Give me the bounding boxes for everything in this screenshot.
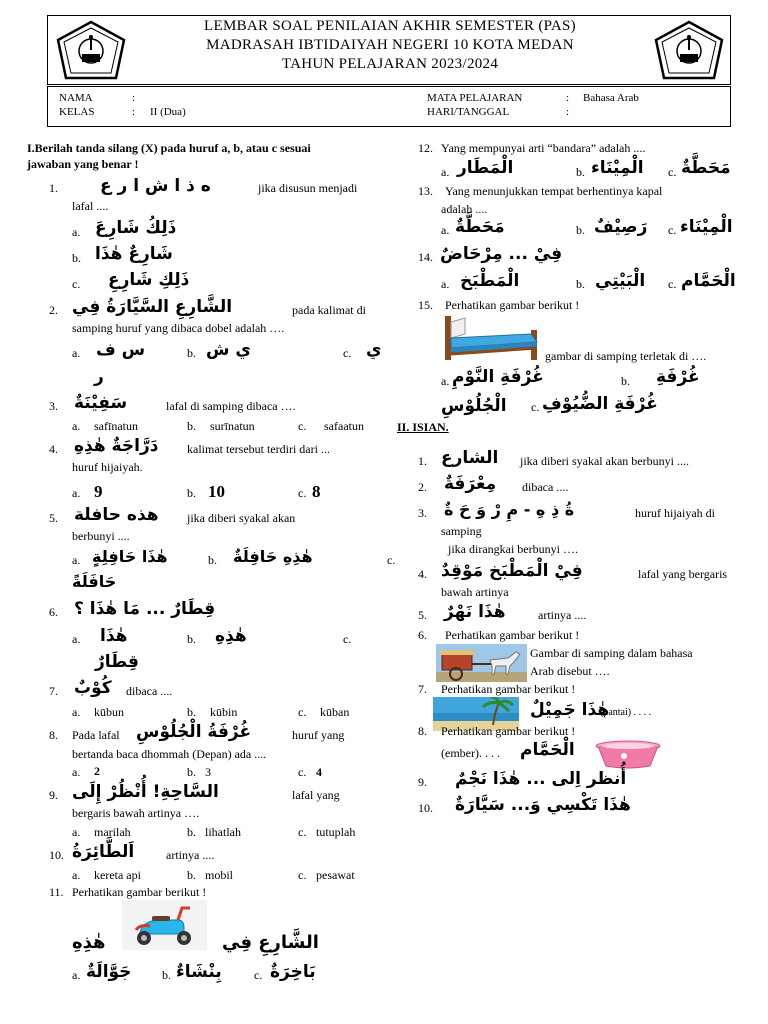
i8-number: 8. <box>418 724 427 738</box>
i4-text: lafal yang bergaris <box>638 567 728 581</box>
i8-text: Perhatikan gambar berikut ! <box>441 724 576 738</box>
i1-number: 1. <box>418 454 427 468</box>
kelas-label: KELAS <box>59 106 95 118</box>
q13-option-a-arabic: مَحَطَّةٌ <box>455 217 505 237</box>
q13-text: Yang menunjukkan tempat berhentinya kapal <box>445 184 663 198</box>
q13-option-c[interactable]: c. <box>668 223 677 237</box>
nama-label: NAMA <box>59 92 93 104</box>
q14-arabic: فِيْ ... مِرْحَاضٌ <box>440 244 563 264</box>
q12-option-c-arabic: مَحَطَّةٌ <box>681 158 731 178</box>
q3-text: lafal di samping dibaca …. <box>166 399 296 413</box>
q8-option-a[interactable]: a. <box>72 765 81 779</box>
q4-option-a-text: 9 <box>94 482 103 501</box>
q13-option-a[interactable]: a. <box>441 223 450 237</box>
q3-option-a[interactable]: a. <box>72 419 81 433</box>
i3-text: huruf hijaiyah di <box>635 506 715 520</box>
q14-number: 14. <box>418 250 433 264</box>
q11-option-b-arabic: بِنْشَاءٌ <box>176 962 222 982</box>
q9-option-c-text: tutuplah <box>316 825 356 839</box>
q9-number: 9. <box>49 788 58 802</box>
instruction-line-2: jawaban yang benar ! <box>27 157 139 171</box>
q8-pre: Pada lafal <box>72 728 120 742</box>
i3-arabic: ةُ ذِ هِ - مِ رْ وَ حَ ةٌ <box>444 500 575 519</box>
i4-text-2: bawah artinya <box>441 585 509 599</box>
q1-option-b[interactable]: b. <box>72 251 81 265</box>
mapel-label: MATA PELAJARAN <box>427 92 523 104</box>
header-title-3: TAHUN PELAJARAN 2023/2024 <box>281 56 499 72</box>
q12-option-a-arabic: الْمَطَار <box>457 158 514 178</box>
q9-option-b[interactable]: b. <box>187 825 196 839</box>
q5-option-c[interactable]: c. <box>387 553 396 567</box>
q7-arabic: كُوْبٌ <box>74 678 112 698</box>
i6-number: 6. <box>418 628 427 642</box>
q2-text: pada kalimat di <box>292 303 366 317</box>
i7-text: Perhatikan gambar berikut ! <box>441 682 576 696</box>
q15-option-a[interactable]: a. <box>441 374 450 388</box>
q3-number: 3. <box>49 399 58 413</box>
q6-option-c[interactable]: c. <box>343 632 352 646</box>
q1-text: jika disusun menjadi <box>258 181 358 195</box>
q1-option-c-arabic: ذَلِكِ شَارِعِ <box>108 270 190 290</box>
q1-option-a[interactable]: a. <box>72 225 81 239</box>
q4-arabic: دَرَّاجَةٌ هٰذِهِ <box>74 436 159 456</box>
q15-option-b-arabic-2: الْجُلُوْسِ <box>441 396 507 416</box>
q4-number: 4. <box>49 442 58 456</box>
q4-option-c-text: 8 <box>312 482 321 501</box>
q11-option-a-arabic: جَوَّالَةٌ <box>86 962 132 982</box>
q1-option-c[interactable]: c. <box>72 277 81 291</box>
i1-text: jika diberi syakal akan berbunyi .... <box>520 454 689 468</box>
q5-option-c-arabic: حَافَلَةً <box>72 572 117 591</box>
q7-number: 7. <box>49 684 58 698</box>
q14-option-c-arabic: الْحَمَّام <box>681 271 736 291</box>
header-title-2: MADRASAH IBTIDAIYAH NEGERI 10 KOTA MEDAN <box>206 37 574 53</box>
q3-option-b[interactable]: b. <box>187 419 196 433</box>
i3-number: 3. <box>418 506 427 520</box>
q4-text-2: huruf hijaiyah. <box>72 460 143 474</box>
q12-option-b-arabic: الْمِيْنَاء <box>591 158 644 178</box>
i9-number: 9. <box>418 775 427 789</box>
hari-label: HARI/TANGGAL <box>427 106 510 118</box>
q2-arabic: الشَّارِعِ السَّيَّارَةُ فِي <box>72 297 233 317</box>
q4-option-b[interactable]: b. <box>187 486 196 500</box>
q6-option-a-arabic: هٰذَا <box>100 626 128 646</box>
q1-number: 1. <box>49 181 58 195</box>
q6-option-b-arabic: هٰذِهِ <box>215 626 247 646</box>
i6-text-2: Gambar di samping dalam bahasa <box>530 646 693 660</box>
q10-text: artinya .... <box>166 848 215 862</box>
q5-arabic: هذه حافلة <box>74 505 159 525</box>
q2-option-a[interactable]: a. <box>72 346 81 360</box>
q8-option-b-text: 3 <box>205 765 211 779</box>
q13-number: 13. <box>418 184 433 198</box>
q9-text: lafal yang <box>292 788 340 802</box>
q8-text: huruf yang <box>292 728 345 742</box>
i7-paren: (pantai) . . . . <box>600 707 652 718</box>
nama-colon: : <box>132 92 136 104</box>
q10-option-a-text: kereta api <box>94 868 141 882</box>
i6-text-3: Arab disebut …. <box>530 664 610 678</box>
q12-option-c[interactable]: c. <box>668 165 677 179</box>
basin-picture <box>594 740 662 770</box>
q2-option-b[interactable]: b. <box>187 346 196 360</box>
q10-option-b[interactable]: b. <box>187 868 196 882</box>
q2-option-c[interactable]: c. <box>343 346 352 360</box>
q1-option-a-arabic: ذَلِكُ شَارِعَ <box>95 218 177 238</box>
q3-option-c[interactable]: c. <box>298 419 307 433</box>
q12-option-b[interactable]: b. <box>576 165 585 179</box>
q2-option-a-arabic-2: ر <box>94 367 104 387</box>
q8-option-b[interactable]: b. <box>187 765 196 779</box>
q8-option-c-text: 4 <box>316 765 322 779</box>
q10-option-a[interactable]: a. <box>72 868 81 882</box>
section-2-title: II. ISIAN. <box>397 420 449 434</box>
q3-option-c-text: safaatun <box>324 419 364 433</box>
q14-option-b-arabic: الْبَيْتِي <box>595 271 646 291</box>
q5-option-a-arabic: هٰذَا حَافِلِةٍ <box>92 547 168 566</box>
q11-option-b[interactable]: b. <box>162 968 171 982</box>
q8-option-a-text: 2 <box>94 764 100 778</box>
q7-text: dibaca .... <box>126 684 173 698</box>
q5-option-b-arabic: هٰذِهِ حَافِلَةٌ <box>233 547 313 566</box>
q13-option-c-arabic: الْمِيْنَاء <box>680 217 733 237</box>
q8-arabic: غُرْفَةُ الْجُلُوْسِ <box>136 722 252 742</box>
q15-option-b[interactable]: b. <box>621 374 630 388</box>
q10-option-c[interactable]: c. <box>298 868 307 882</box>
q11-option-c-arabic: بَاخِرَةٌ <box>270 962 316 982</box>
i2-text: dibaca .... <box>522 480 569 494</box>
q1-arabic: ه ذ ا ش ا ر ع <box>100 176 211 196</box>
q6-option-a[interactable]: a. <box>72 632 81 646</box>
q5-text-2: berbunyi .... <box>72 529 130 543</box>
q14-option-b[interactable]: b. <box>576 277 585 291</box>
q11-arabic-1: الشَّارِعِ فِي <box>222 932 319 953</box>
kelas-colon: : <box>132 106 136 118</box>
q6-option-b[interactable]: b. <box>187 632 196 646</box>
i1-arabic: الشارع <box>441 448 499 468</box>
instruction-line-1: I.Berilah tanda silang (X) pada huruf a, b, atau c sesuai <box>27 141 311 155</box>
q7-option-c-text: kūban <box>320 705 350 719</box>
q10-arabic: اَلطَّائِرَةُ <box>72 842 135 862</box>
q9-option-c[interactable]: c. <box>298 825 307 839</box>
q9-option-a-text: marilah <box>94 825 131 839</box>
q11-option-a[interactable]: a. <box>72 968 81 982</box>
q15-option-a-arabic: غُرْفَةِ النَّوْمِ <box>452 367 544 387</box>
q11-arabic-2: هٰذِهِ <box>72 932 106 953</box>
q10-number: 10. <box>49 848 64 862</box>
i3-text-2: samping <box>441 524 482 538</box>
q8-option-c[interactable]: c. <box>298 765 307 779</box>
q7-option-b-text: kūbin <box>210 705 238 719</box>
q9-text-2: bergaris bawah artinya …. <box>72 806 200 820</box>
q12-option-a[interactable]: a. <box>441 165 450 179</box>
q15-text: Perhatikan gambar berikut ! <box>445 298 580 312</box>
q10-option-b-text: mobil <box>205 868 234 882</box>
q2-option-c-arabic: ي <box>366 340 382 360</box>
q13-option-b-arabic: رَصِيْفٌ <box>594 217 648 237</box>
q14-option-a-arabic: الْمَطْبَخ <box>460 271 520 291</box>
q2-text-2: samping huruf yang dibaca dobel adalah …. <box>72 321 285 335</box>
q15-text-2: gambar di samping terletak di …. <box>545 349 707 363</box>
q3-option-b-text: surīnatun <box>210 419 255 433</box>
q15-option-c[interactable]: c. <box>531 400 540 414</box>
i9-arabic: أُنظر اِلى ... هٰذَا نَجْمٌ <box>455 769 627 789</box>
q12-text: Yang mempunyai arti “bandara” adalah .... <box>441 141 646 155</box>
i2-number: 2. <box>418 480 427 494</box>
q3-arabic: سَفِيْنَةٌ <box>74 393 128 413</box>
scooter-picture <box>122 900 207 950</box>
q8-text-2: bertanda baca dhommah (Depan) ada .... <box>72 747 267 761</box>
q14-option-a[interactable]: a. <box>441 277 450 291</box>
i6-text: Perhatikan gambar berikut ! <box>445 628 580 642</box>
i10-arabic: هٰذَا تَكْسِي وَ... سَيَّارَةٌ <box>455 795 631 815</box>
q7-option-a-text: kūbun <box>94 705 124 719</box>
i3-text-3: jika dirangkai berbunyi …. <box>448 542 578 556</box>
q9-arabic: السَّاحِةِ! أُنْظُرْ إِلَى <box>72 782 219 802</box>
i7-number: 7. <box>418 682 427 696</box>
q4-option-b-text: 10 <box>208 482 225 501</box>
q7-option-a[interactable]: a. <box>72 705 81 719</box>
q5-text: jika diberi syakal akan <box>187 511 296 525</box>
q5-option-a[interactable]: a. <box>72 553 81 567</box>
q8-number: 8. <box>49 728 58 742</box>
q1-text-2: lafal .... <box>72 199 109 213</box>
q6-option-a-arabic-2: قِطَارٌ <box>95 652 139 672</box>
i8-paren: (ember). . . . <box>441 746 500 760</box>
i7-arabic: هٰذَا جَمِيْلٌ <box>530 700 610 720</box>
q15-option-c-arabic: غُرْفَةِ الضُّيُوْفِ <box>542 394 658 414</box>
i2-arabic: مِعْرَفَةٌ <box>444 474 497 494</box>
q5-option-b[interactable]: b. <box>208 553 217 567</box>
q9-option-b-text: lihatlah <box>205 825 241 839</box>
i10-number: 10. <box>418 801 433 815</box>
mapel-colon: : <box>566 92 570 104</box>
q7-option-c[interactable]: c. <box>298 705 307 719</box>
q4-text: kalimat tersebut terdiri dari ... <box>187 442 330 456</box>
i4-number: 4. <box>418 567 427 581</box>
q9-option-a[interactable]: a. <box>72 825 81 839</box>
hari-colon: : <box>566 106 570 118</box>
q11-text: Perhatikan gambar berikut ! <box>72 885 207 899</box>
q3-option-a-text: safīnatun <box>94 419 138 433</box>
q10-option-c-text: pesawat <box>316 868 355 882</box>
mapel-value: Bahasa Arab <box>583 92 639 104</box>
i8-arabic: الْحَمَّام <box>520 740 575 760</box>
q4-option-c[interactable]: c. <box>298 486 307 500</box>
q6-arabic: قِطَارٌ ... مَا هٰذَا ؟ <box>74 599 216 619</box>
header-title-1: LEMBAR SOAL PENILAIAN AKHIR SEMESTER (PAS) <box>204 18 576 34</box>
bed-picture <box>441 312 542 364</box>
q6-number: 6. <box>49 605 58 619</box>
q12-number: 12. <box>418 141 433 155</box>
q11-number: 11. <box>49 885 64 899</box>
q13-option-b[interactable]: b. <box>576 223 585 237</box>
q14-option-c[interactable]: c. <box>668 277 677 291</box>
q5-number: 5. <box>49 511 58 525</box>
q2-option-a-arabic: س ف <box>96 340 146 360</box>
q15-option-b-arabic: غُرْفَةِ <box>656 367 700 387</box>
q2-option-b-arabic: ي ش <box>206 340 251 360</box>
q7-option-b[interactable]: b. <box>187 705 196 719</box>
horse-cart-picture <box>436 644 527 682</box>
i4-arabic: فِيْ الْمَطْبَخ مَوْقِدٌ <box>441 561 583 581</box>
i5-arabic: هٰذَا نَهْرٌ <box>444 602 506 622</box>
q1-option-b-arabic: شَارِعٌ هٰذَا <box>95 244 173 264</box>
i5-text: artinya .... <box>538 608 587 622</box>
q2-number: 2. <box>49 303 58 317</box>
q4-option-a[interactable]: a. <box>72 486 81 500</box>
q15-number: 15. <box>418 298 433 312</box>
kelas-value: II (Dua) <box>150 106 186 118</box>
q13-text-2: adalah .... <box>441 202 488 216</box>
q11-option-c[interactable]: c. <box>254 968 263 982</box>
i5-number: 5. <box>418 608 427 622</box>
